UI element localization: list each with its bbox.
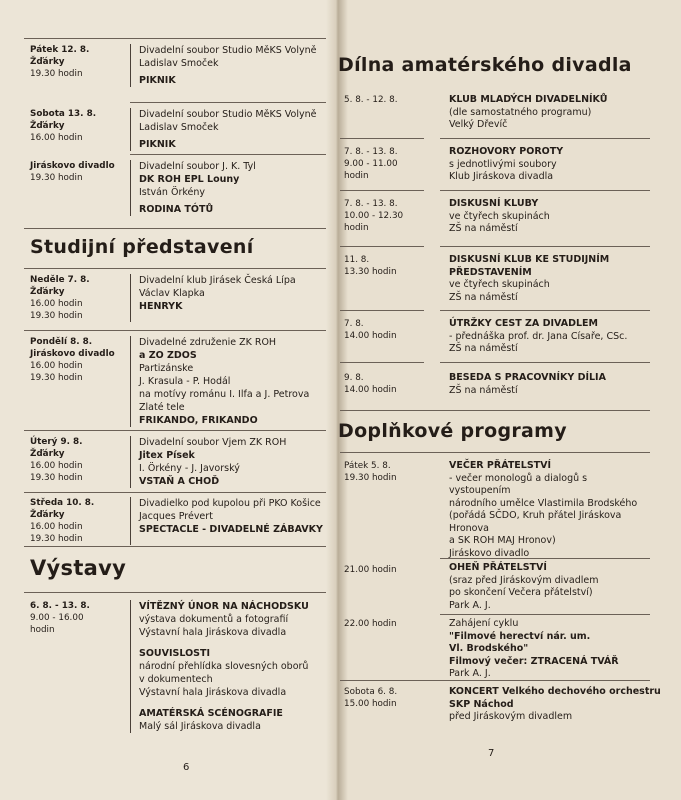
row-line: (dle samostatného programu)	[449, 106, 592, 118]
row-author: Ladislav Smoček	[139, 122, 219, 133]
supplementary-row	[340, 618, 675, 681]
row-date: Sobota 6. 8.	[344, 687, 398, 697]
row-line: vystoupením	[449, 485, 511, 496]
row-ensemble: Divadelní soubor Studio MěKS Volyně	[139, 45, 317, 56]
row-time: 14.00 hodin	[344, 331, 397, 341]
exhibition-title: VÍTĚZNÝ ÚNOR NA NÁCHODSKU	[139, 601, 309, 612]
row-time: 14.00 hodin	[344, 385, 397, 395]
row-time-unit: hodin	[344, 171, 369, 181]
row-line: po skončení Večera přátelství)	[449, 587, 593, 598]
divider	[130, 102, 326, 103]
divider	[130, 154, 326, 155]
row-line: Park A. J.	[449, 668, 491, 679]
row-day: Sobota 13. 8.	[30, 109, 97, 119]
section-title-studijni: Studijní představení	[30, 236, 254, 258]
row-date: Pátek 5. 8.	[344, 461, 391, 471]
row-time: 9.00 - 11.00	[344, 159, 398, 169]
program-row	[0, 436, 335, 488]
divider	[24, 38, 326, 39]
row-line: ve čtyřech skupinách	[449, 210, 550, 222]
workshop-row	[340, 372, 669, 397]
row-ensemble-2: Jitex Písek	[139, 450, 195, 461]
row-date: 7. 8. - 13. 8.	[344, 147, 398, 157]
page-number-left: 6	[183, 762, 190, 773]
row-title: DISKUSNÍ KLUB KE STUDIJNÍM PŘEDSTAVENÍM	[449, 254, 610, 278]
divider	[440, 246, 650, 247]
row-time: 19.30 hodin	[30, 69, 83, 79]
divider	[340, 362, 424, 363]
row-date: 5. 8. - 12. 8.	[344, 95, 398, 105]
row-time: 19.30 hodin	[30, 373, 83, 383]
exhibition-line: výstava dokumentů a fotografií	[139, 614, 289, 625]
row-author: J. Krasula - P. Hodál	[139, 376, 231, 387]
divider	[340, 310, 424, 311]
divider	[24, 546, 326, 547]
row-line: Vl. Brodského"	[449, 643, 529, 654]
row-line: Filmový večer: ZTRACENÁ TVÁŘ	[449, 655, 619, 667]
program-row	[0, 160, 335, 216]
workshop-row	[340, 146, 669, 184]
divider	[440, 558, 650, 559]
row-line: ZŠ na náměstí	[449, 384, 518, 396]
row-ensemble: Divadelné združenie ZK ROH	[139, 337, 277, 348]
exhibition-block	[0, 600, 335, 733]
row-time: 13.30 hodin	[344, 267, 397, 277]
row-author: Ladislav Smoček	[139, 58, 219, 69]
row-time: 16.00 hodin	[30, 361, 83, 371]
row-place: Žďárky	[30, 510, 65, 520]
divider	[340, 410, 650, 411]
divider	[24, 430, 326, 431]
supplementary-row	[340, 686, 675, 724]
divider	[340, 680, 650, 681]
divider	[24, 492, 326, 493]
row-time: 22.00 hodin	[344, 619, 397, 629]
program-row	[0, 44, 335, 87]
row-title: ROZHOVORY POROTY	[449, 146, 564, 157]
row-note: Zlaté tele	[139, 402, 185, 413]
row-line: s jednotlivými soubory	[449, 158, 557, 170]
row-time: 10.00 - 12.30	[344, 211, 404, 221]
row-time: 16.00 hodin	[30, 133, 83, 143]
row-title: BESEDA S PRACOVNÍKY DÍLIA	[449, 372, 606, 383]
row-date: 7. 8. - 13. 8.	[344, 199, 398, 209]
row-line: národního umělce Vlastimila Brodského	[449, 497, 638, 509]
row-line: Klub Jiráskova divadla	[449, 171, 554, 182]
row-line: Park A. J.	[449, 599, 491, 611]
row-time: 16.00 hodin	[30, 299, 83, 309]
exhibition-title: SOUVISLOSTI	[139, 648, 211, 659]
divider	[440, 190, 650, 191]
row-date: 11. 8.	[344, 255, 370, 265]
section-title-dilna: Dílna amatérského divadla	[338, 54, 632, 76]
workshop-row	[340, 318, 675, 356]
row-day: Pondělí 8. 8.	[30, 337, 93, 347]
row-line: Jiráskovo divadlo	[449, 547, 530, 559]
program-row	[0, 274, 335, 322]
row-day: Pátek 12. 8.	[30, 45, 90, 55]
row-play: VSTAŇ A CHOĎ	[139, 476, 220, 487]
row-line: Hronova	[449, 522, 489, 534]
divider	[440, 138, 650, 139]
row-author: Václav Klapka	[139, 288, 205, 299]
row-time: 19.30 hodin	[30, 173, 83, 183]
divider	[340, 138, 424, 139]
row-line: (pořádá SČDO, Kruh přátel Jiráskova	[449, 510, 622, 521]
row-ensemble: Divadelní klub Jirásek Česká Lípa	[139, 275, 296, 286]
divider	[340, 246, 424, 247]
row-ensemble: Divadelní soubor Vjem ZK ROH	[139, 437, 287, 448]
row-line: a SK ROH MAJ Hronov)	[449, 535, 556, 546]
exhibition-hours-unit: hodin	[30, 625, 55, 635]
workshop-row	[340, 198, 669, 236]
section-title-doplnkove: Doplňkové programy	[338, 420, 567, 442]
divider	[440, 362, 650, 363]
row-line: před Jiráskovým divadlem	[449, 711, 573, 722]
row-title: KLUB MLADÝCH DIVADELNÍKŮ	[449, 94, 608, 105]
row-line: ve čtyřech skupinách	[449, 279, 550, 290]
row-play: PIKNIK	[139, 75, 176, 86]
row-time-unit: hodin	[344, 223, 369, 233]
row-ensemble-2: a ZO ZDOS	[139, 350, 197, 361]
row-title: ÚTRŽKY CEST ZA DIVADLEM	[449, 318, 598, 329]
exhibition-line: Výstavní hala Jiráskova divadla	[139, 627, 287, 638]
row-city: Partizánske	[139, 363, 194, 374]
row-place: Žďárky	[30, 57, 65, 67]
row-author: I. Örkény - J. Javorský	[139, 463, 240, 474]
workshop-row	[340, 254, 669, 304]
program-row	[0, 336, 335, 427]
row-line: - přednáška prof. dr. Jana Císaře, CSc.	[449, 330, 628, 342]
row-play: PIKNIK	[139, 139, 176, 150]
divider	[440, 310, 650, 311]
row-title: DISKUSNÍ KLUBY	[449, 198, 539, 209]
row-line: ZŠ na náměstí	[449, 343, 518, 354]
row-date: 7. 8.	[344, 319, 364, 329]
row-time: 15.00 hodin	[344, 699, 397, 709]
row-time: 16.00 hodin	[30, 461, 83, 471]
row-date: 9. 8.	[344, 373, 364, 383]
row-play: SPECTACLE - DIVADELNÉ ZÁBAVKY	[139, 524, 323, 535]
row-play: HENRYK	[139, 301, 183, 312]
row-play: RODINA TÓTŮ	[139, 204, 214, 215]
program-row	[0, 497, 335, 545]
workshop-row	[340, 94, 669, 132]
row-line: SKP Náchod	[449, 698, 514, 710]
exhibition-title: AMATÉRSKÁ SCÉNOGRAFIE	[139, 708, 283, 719]
row-line: - večer monologů a dialogů s	[449, 472, 588, 484]
row-ensemble: Divadelní soubor Studio MěKS Volyně	[139, 109, 317, 120]
exhibition-line: národní přehlídka slovesných oborů	[139, 661, 309, 672]
row-day: Úterý 9. 8.	[30, 437, 83, 447]
row-note: na motívy románu I. Ilfa a J. Petrova	[139, 389, 310, 400]
row-ensemble-2: DK ROH EPL Louny	[139, 174, 240, 185]
row-time: 19.30 hodin	[30, 311, 83, 321]
row-line: "Filmové herectví nár. um.	[449, 630, 591, 642]
exhibition-line: v dokumentech	[139, 674, 213, 685]
row-play: FRIKANDO, FRIKANDO	[139, 415, 258, 426]
exhibition-dates: 6. 8. - 13. 8.	[30, 601, 90, 611]
row-place: Jiráskovo divadlo	[30, 349, 115, 359]
supplementary-row	[340, 562, 675, 612]
exhibition-line: Výstavní hala Jiráskova divadla	[139, 687, 287, 698]
divider	[340, 452, 650, 453]
row-time: 19.30 hodin	[30, 473, 83, 483]
row-title: VEČER PŘÁTELSTVÍ	[449, 460, 552, 471]
row-line: Velký Dřevíč	[449, 119, 508, 130]
row-author: Jacques Prévert	[139, 511, 213, 522]
page-number-right: 7	[488, 748, 495, 759]
row-place: Žďárky	[30, 121, 65, 131]
row-line: ZŠ na náměstí	[449, 223, 518, 234]
divider	[340, 190, 424, 191]
exhibition-line: Malý sál Jiráskova divadla	[139, 721, 261, 732]
row-time: 21.00 hodin	[344, 565, 397, 575]
divider	[24, 330, 326, 331]
exhibition-hours: 9.00 - 16.00	[30, 613, 84, 623]
divider	[24, 592, 326, 593]
row-time: 16.00 hodin	[30, 522, 83, 532]
row-day: Jiráskovo divadlo	[30, 161, 115, 171]
row-place: Žďárky	[30, 287, 65, 297]
row-title: KONCERT Velkého dechového orchestru	[449, 686, 661, 697]
row-ensemble: Divadielko pod kupolou při PKO Košice	[139, 498, 321, 509]
row-day: Neděle 7. 8.	[30, 275, 90, 285]
row-line: Zahájení cyklu	[449, 618, 519, 629]
row-title: OHEŇ PŘÁTELSTVÍ	[449, 562, 547, 573]
row-line: (sraz před Jiráskovým divadlem	[449, 574, 599, 586]
row-line: ZŠ na náměstí	[449, 291, 518, 303]
row-place: Žďárky	[30, 449, 65, 459]
program-row	[0, 108, 335, 151]
divider	[24, 268, 326, 269]
row-author: István Örkény	[139, 187, 205, 198]
row-time: 19.30 hodin	[344, 473, 397, 483]
section-title-vystavy: Výstavy	[30, 556, 127, 580]
divider	[24, 228, 326, 229]
supplementary-row	[340, 460, 675, 560]
row-time: 19.30 hodin	[30, 534, 83, 544]
row-day: Středa 10. 8.	[30, 498, 95, 508]
row-ensemble: Divadelní soubor J. K. Tyl	[139, 161, 256, 172]
divider	[440, 614, 650, 615]
